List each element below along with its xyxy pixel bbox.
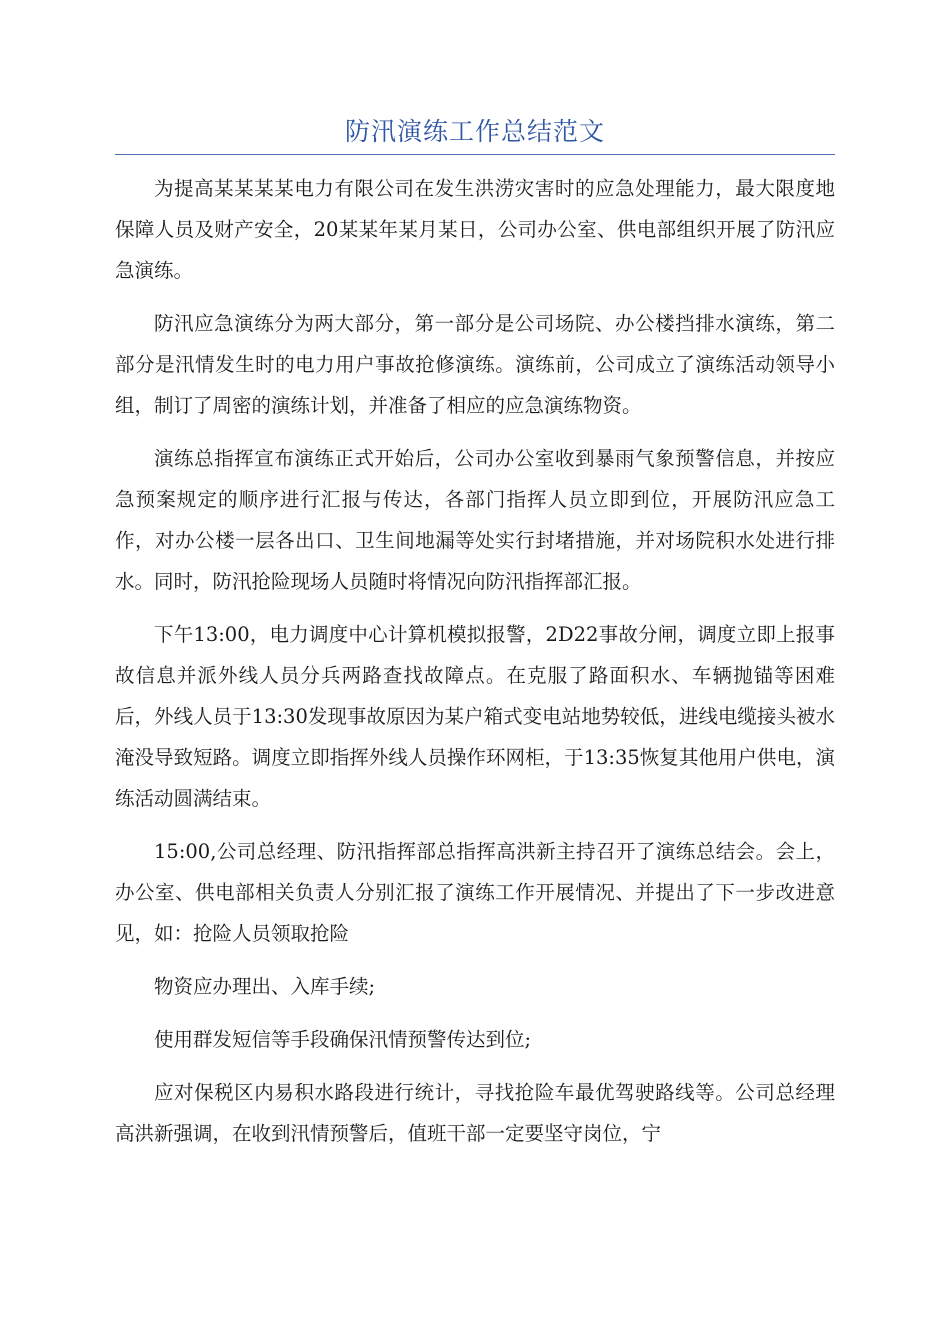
paragraph-1: 为提高某某某某电力有限公司在发生洪涝灾害时的应急处理能力，最大限度地保障人员及财产安全，20某某年某月某日，公司办公室、供电部组织开展了防汛应急演练。 bbox=[115, 177, 835, 282]
paragraph-6: 物资应办理出、入库手续; bbox=[154, 975, 376, 998]
paragraph-2: 防汛应急演练分为两大部分，第一部分是公司场院、办公楼挡排水演练，第二部分是汛情发生时的电力用户事故抢修演练。演练前，公司成立了演练活动领导小组，制订了周密的演练计划，并准备了相应的应急演练物资。 bbox=[115, 312, 835, 417]
paragraph-5: 15:00,公司总经理、防汛指挥部总指挥高洪新主持召开了演练总结会。会上，办公室、供电部相关负责人分别汇报了演练工作开展情况、并提出了下一步改进意见，如：抢险人员领取抢险 bbox=[115, 840, 835, 945]
paragraph-3: 演练总指挥宣布演练正式开始后，公司办公室收到暴雨气象预警信息，并按应急预案规定的顺序进行汇报与传达，各部门指挥人员立即到位，开展防汛应急工作，对办公楼一层各出口、卫生间地漏等处实行封堵措施，并对场院积水处进行排水。同时，防汛抢险现场人员随时将情况向防汛指挥部汇报。 bbox=[115, 447, 835, 593]
document-body bbox=[115, 168, 835, 1166]
title-underline bbox=[115, 154, 835, 155]
paragraph-8: 应对保税区内易积水路段进行统计，寻找抢险车最优驾驶路线等。公司总经理高洪新强调，在收到汛情预警后，值班干部一定要坚守岗位，宁 bbox=[115, 1081, 835, 1145]
document-title: 防汛演练工作总结范文 bbox=[344, 117, 605, 146]
paragraph-4: 下午13:00，电力调度中心计算机模拟报警，2D22事故分闸，调度立即上报事故信息并派外线人员分兵两路查找故障点。在克服了路面积水、车辆抛锚等困难后，外线人员于13:30发现事故原因为某户箱式变电站地势较低，进线电缆接头被水淹没导致短路。调度立即指挥外线人员操作环网柜，于13:35恢复其他用户供电，演练活动圆满结束。 bbox=[115, 623, 835, 810]
paragraph-7: 使用群发短信等手段确保汛情预警传达到位; bbox=[154, 1028, 532, 1051]
